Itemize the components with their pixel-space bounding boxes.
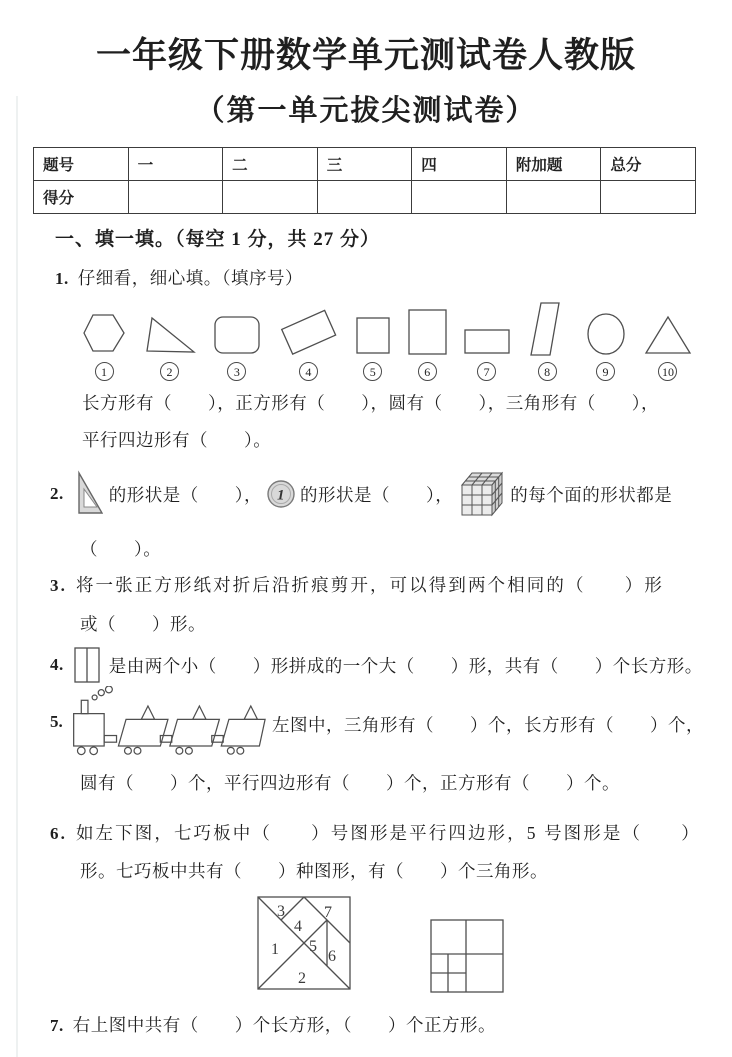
triangle-shape	[642, 309, 694, 359]
score-cell-empty	[317, 181, 412, 214]
shape-index-badge: 9	[596, 362, 615, 381]
score-table-header-row	[34, 148, 696, 181]
question-1-line	[55, 265, 303, 290]
question-6-line-2: 形。七巧板中共有（ ）种图形，有（ ）个三角形。	[80, 861, 548, 881]
question-7-line	[50, 1012, 496, 1037]
question-5-line-2: 圆有（ ）个，平行四边形有（ ）个，正方形有（ ）个。	[80, 773, 620, 793]
tangram-piece-label: 2	[298, 970, 306, 987]
tangram-piece-label: 5	[309, 938, 317, 955]
right-triangle-shape	[142, 309, 196, 359]
tangram-piece-label: 3	[277, 903, 285, 920]
question-3-line-2: 或（ ）形。	[80, 614, 206, 634]
question-3-line-1	[50, 572, 664, 597]
shape-item	[584, 309, 628, 381]
question-number: 3.	[50, 576, 67, 595]
question-2-line-2: （ ）。	[80, 539, 162, 559]
score-cell-empty	[506, 181, 601, 214]
coin-1-icon	[266, 479, 296, 509]
shape-index-badge: 5	[363, 362, 382, 381]
score-table	[33, 147, 696, 214]
shape-item	[354, 309, 392, 381]
question-text: 如左下图，七巧板中（ ）号图形是平行四边形，5 号图形是（ ）	[75, 823, 701, 843]
shape-index-badge: 8	[538, 362, 557, 381]
scan-edge-artifact	[16, 96, 18, 1057]
shape-row	[80, 301, 694, 381]
tangram-piece-label: 6	[328, 948, 336, 965]
score-header-cell: 题号	[34, 148, 129, 181]
shape-train-icon	[66, 686, 268, 766]
shape-index-badge: 3	[227, 362, 246, 381]
question-number: 5.	[50, 712, 63, 731]
score-header-cell: 四	[412, 148, 507, 181]
shape-index-badge: 7	[477, 362, 496, 381]
question-number: 7.	[50, 1016, 64, 1035]
score-header-cell: 二	[223, 148, 318, 181]
question-number: 6.	[50, 824, 67, 843]
small-square-shape	[354, 309, 392, 359]
score-row-label: 得分	[34, 181, 129, 214]
shape-index-badge: 2	[160, 362, 179, 381]
question-text: 是由两个小（ ）形拼成的一个大（ ）形，共有（ ）个长方形。	[108, 655, 703, 676]
parallelogram-shape	[525, 301, 569, 359]
shape-item	[142, 309, 196, 381]
score-cell-empty	[412, 181, 507, 214]
score-header-cell: 附加题	[506, 148, 601, 181]
set-square-icon	[73, 470, 103, 516]
question-text: 右上图中共有（ ）个长方形，（ ）个正方形。	[72, 1015, 496, 1035]
tangram-piece-label: 7	[324, 904, 332, 921]
shape-item	[642, 309, 694, 381]
question-4-line	[50, 643, 703, 687]
shape-item	[211, 309, 263, 381]
page-title: 一年级下册数学单元测试卷人教版	[95, 36, 636, 75]
partitioned-square-icon	[427, 916, 507, 996]
coin-number: 1	[277, 487, 285, 504]
question-number: 1.	[55, 269, 69, 288]
score-table-score-row	[34, 181, 696, 214]
question-text: 的形状是（ ），	[108, 484, 262, 505]
section-heading: 一、填一填。（每空 1 分，共 27 分）	[55, 229, 381, 250]
rounded-rectangle-shape	[211, 309, 263, 359]
score-header-cell: 三	[317, 148, 412, 181]
shape-index-badge: 10	[658, 362, 677, 381]
square-shape	[406, 305, 448, 359]
question-1-blanks-line-1: 长方形有（ ），正方形有（ ），圆有（ ），三角形有（ ），	[82, 393, 659, 413]
tilted-rectangle-shape	[277, 305, 339, 359]
tangram-piece-label: 1	[271, 941, 279, 958]
question-text: 的每个面的形状都是	[510, 484, 673, 505]
question-5-line-1: 左图中，三角形有（ ）个，长方形有（ ）个，	[272, 715, 704, 735]
rubiks-cube-icon	[458, 469, 505, 519]
wide-rectangle-shape	[463, 309, 511, 359]
question-number: 2.	[50, 484, 64, 503]
question-text: 仔细看，细心填。（填序号）	[77, 268, 303, 288]
shape-index-badge: 4	[299, 362, 318, 381]
score-cell-empty	[601, 181, 696, 214]
question-2-line-1	[50, 464, 672, 524]
page-subtitle: （第一单元拔尖测试卷）	[195, 95, 537, 127]
shape-index-badge: 1	[95, 362, 114, 381]
score-header-cell: 总分	[601, 148, 696, 181]
score-header-cell: 一	[128, 148, 223, 181]
question-1-blanks-line-2: 平行四边形有（ ）。	[82, 430, 272, 450]
tangram-icon	[252, 893, 356, 995]
shape-item	[525, 301, 569, 381]
shape-item	[277, 305, 339, 381]
shape-item	[463, 309, 511, 381]
question-number: 4.	[50, 655, 64, 674]
score-cell-empty	[128, 181, 223, 214]
question-text: 将一张正方形纸对折后沿折痕剪开，可以得到两个相同的（ ）形	[75, 575, 664, 595]
shape-item	[406, 305, 448, 381]
shape-index-badge: 6	[418, 362, 437, 381]
score-cell-empty	[223, 181, 318, 214]
shape-item	[80, 309, 128, 381]
circle-shape	[584, 309, 628, 359]
question-text: 的形状是（ ），	[300, 484, 454, 505]
hexagon-shape	[80, 309, 128, 359]
split-rectangle-icon	[73, 646, 101, 684]
question-6-line-1	[50, 820, 701, 845]
tangram-piece-label: 4	[294, 918, 302, 935]
